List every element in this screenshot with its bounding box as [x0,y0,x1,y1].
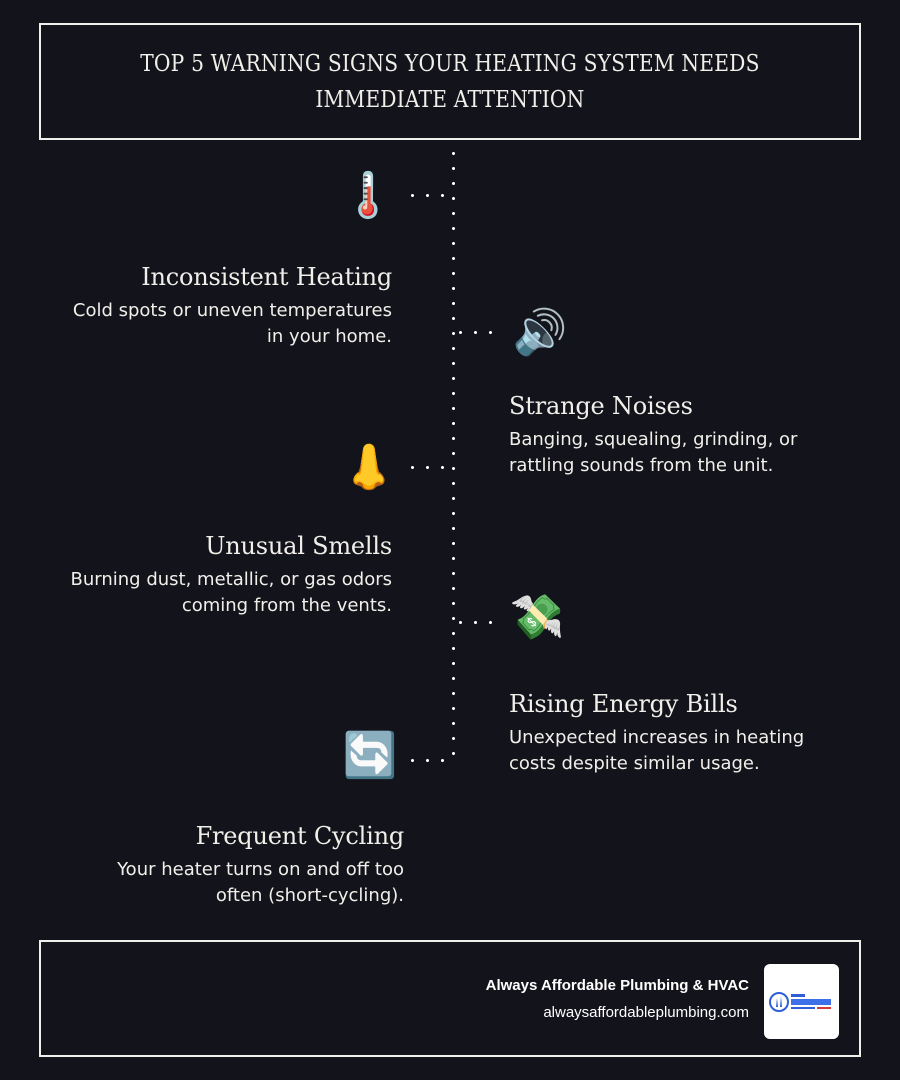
sign-title: Frequent Cycling [195,822,404,850]
page-title-line-2: IMMEDIATE ATTENTION [315,86,585,113]
logo-graphic-icon [769,987,835,1017]
cycle-arrows-icon: 🔄 [342,730,398,781]
nose-icon: 👃 [341,442,397,493]
sign-description-line-1: Banging, squealing, grinding, or [509,429,798,450]
sign-title: Rising Energy Bills [509,690,738,718]
sign-description-line-2: rattling sounds from the unit. [509,455,774,476]
connector-1 [405,194,453,197]
connector-4 [453,621,501,624]
page-title-line-1: TOP 5 WARNING SIGNS YOUR HEATING SYSTEM NEEDS [140,50,760,77]
connector-3 [405,466,453,469]
timeline-dotted-line [452,146,455,764]
sign-description-line-2: costs despite similar usage. [509,753,760,774]
sign-description-line-1: Cold spots or uneven temperatures [72,300,392,321]
sign-inconsistent-heating [32,262,392,350]
sign-strange-noises [509,391,869,479]
sign-description-line-2: often (short-cycling). [215,885,404,906]
sign-frequent-cycling [44,821,404,909]
sign-title: Strange Noises [509,392,693,420]
speaker-icon: 🔊 [512,307,568,358]
sign-description-line-1: Your heater turns on and off too [117,859,404,880]
money-with-wings-icon: 💸 [509,592,565,643]
sign-description-line-2: in your home. [266,326,392,347]
sign-description-line-2: coming from the vents. [181,595,392,616]
sign-unusual-smells [32,531,392,619]
connector-2 [453,331,501,334]
company-logo [764,964,839,1039]
sign-rising-energy-bills [509,689,869,777]
footer-banner [39,940,861,1057]
sign-description-line-1: Unexpected increases in heating [509,727,805,748]
company-name: Always Affordable Plumbing & HVAC [485,977,749,994]
thermometer-icon: 🌡️ [340,170,396,221]
sign-description-line-1: Burning dust, metallic, or gas odors [70,569,392,590]
sign-title: Unusual Smells [205,532,392,560]
company-website-link[interactable]: alwaysaffordableplumbing.com [543,1004,749,1021]
sign-title: Inconsistent Heating [141,263,392,291]
connector-5 [405,759,453,762]
title-banner [39,23,861,140]
